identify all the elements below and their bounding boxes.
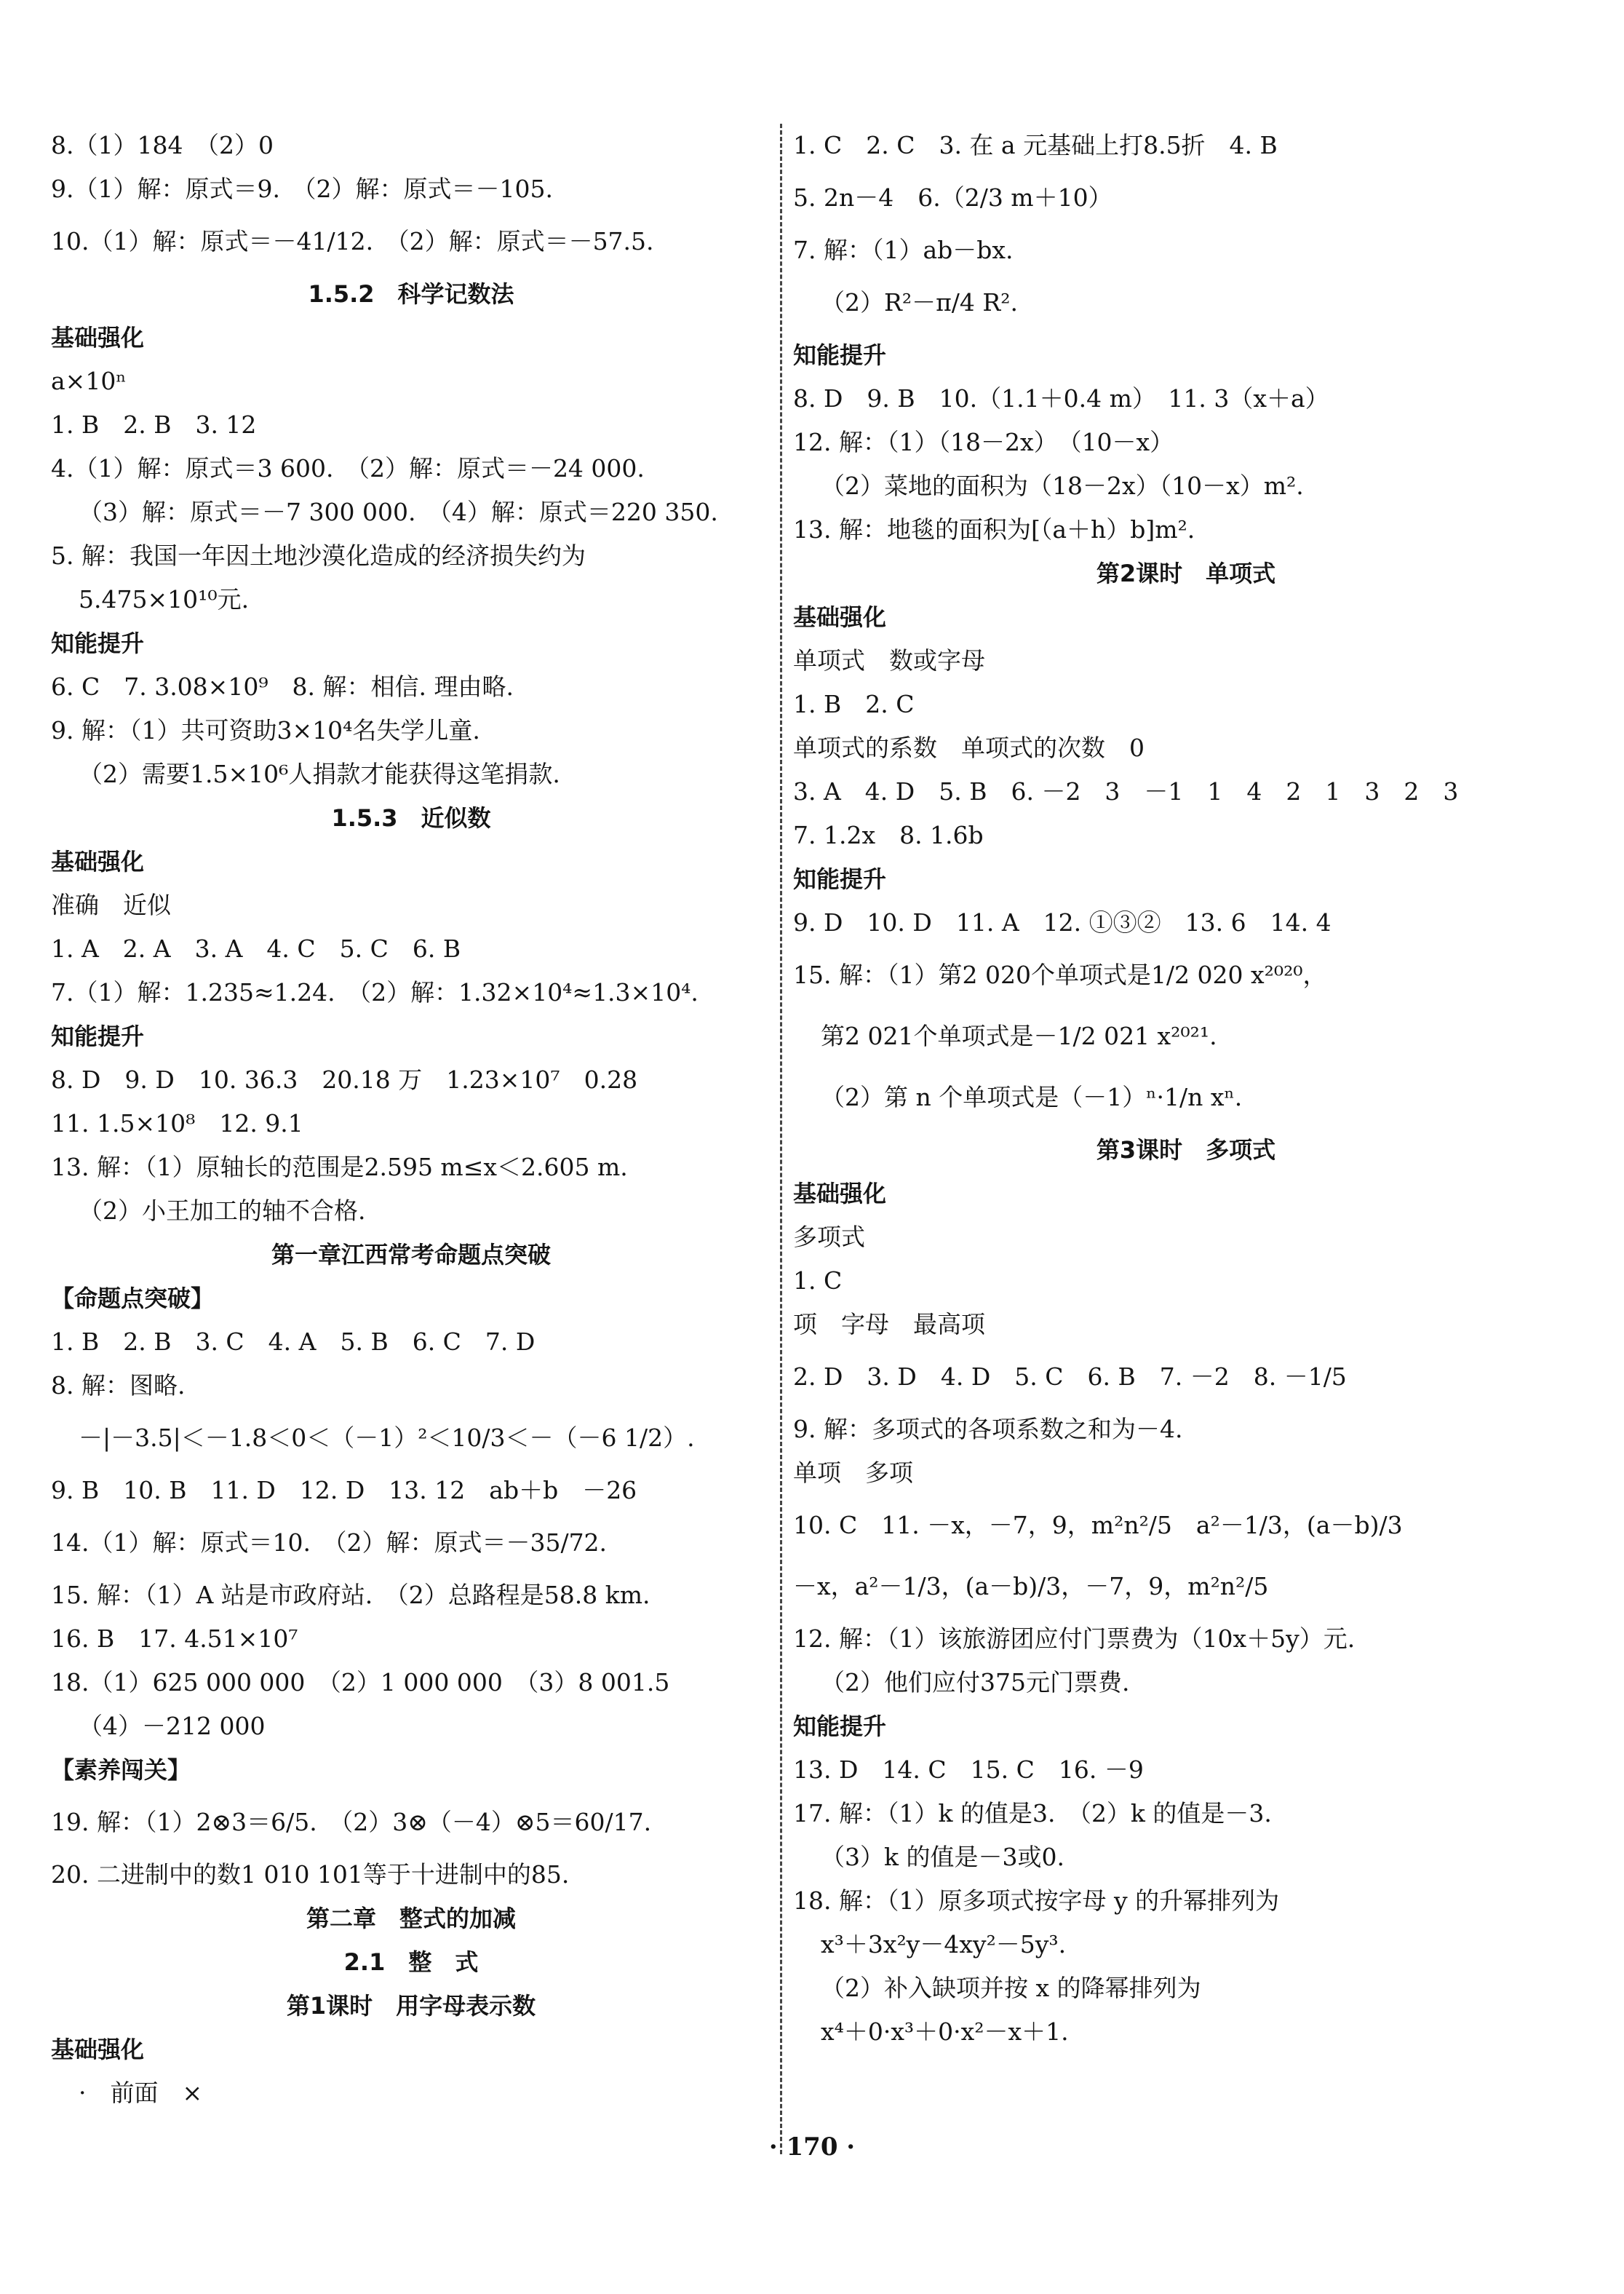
answer-line: 1. B 2. B 3. C 4. A 5. B 6. C 7. D xyxy=(51,1327,536,1356)
answer-line: 7. 解：（1）ab－bx. xyxy=(793,236,1014,264)
answer-line: 13. D 14. C 15. C 16. －9 xyxy=(793,1755,1144,1784)
answer-line: 单项式 数或字母 xyxy=(793,646,985,675)
answer-line: 5. 2n－4 6.（2/3 m＋10） xyxy=(793,183,1112,212)
answer-line: （4）－212 000 xyxy=(79,1712,266,1740)
answer-line: 14.（1）解：原式＝10. （2）解：原式＝－35/72. xyxy=(51,1528,608,1557)
section-label: 基础强化 xyxy=(793,603,887,631)
right-column xyxy=(793,124,1579,2054)
section-label: 知能提升 xyxy=(793,1712,887,1740)
section-label: 知能提升 xyxy=(51,630,145,657)
answer-line: 12. 解：（1）（18－2x） （10－x） xyxy=(793,428,1174,456)
answer-line: 16. B 17. 4.51×10⁷ xyxy=(51,1624,298,1653)
answer-line: 1. B 2. B 3. 12 xyxy=(51,410,257,439)
answer-line: 13. 解：（1）原轴长的范围是2.595 m≤x＜2.605 m. xyxy=(51,1153,628,1181)
answer-line: · 前面 × xyxy=(79,2079,203,2107)
answer-line: 9. 解：多项式的各项系数之和为－4. xyxy=(793,1415,1183,1443)
section-label: 知能提升 xyxy=(51,1023,145,1050)
section-label: 基础强化 xyxy=(51,324,145,352)
answer-line: 18. 解：（1）原多项式按字母 y 的升幂排列为 xyxy=(793,1886,1280,1915)
answer-line: （2）补入缺项并按 x 的降幂排列为 xyxy=(821,1974,1201,2002)
answer-line: x⁴＋0·x³＋0·x²－x＋1. xyxy=(821,2017,1069,2046)
answer-line: 项 字母 最高项 xyxy=(793,1310,985,1338)
left-column xyxy=(51,124,771,2115)
answer-line: 9. D 10. D 11. A 12. ①③② 13. 6 14. 4 xyxy=(793,908,1332,937)
answer-line: 19. 解：（1）2⊗3＝6/5. （2）3⊗（－4）⊗5＝60/17. xyxy=(51,1808,652,1836)
answer-line: 准确 近似 xyxy=(51,891,171,919)
section-title: 第一章江西常考命题点突破 xyxy=(271,1241,551,1269)
answer-line: 7.（1）解：1.235≈1.24. （2）解：1.32×10⁴≈1.3×10⁴. xyxy=(51,978,698,1007)
answer-line: 6. C 7. 3.08×10⁹ 8. 解：相信. 理由略. xyxy=(51,672,514,701)
answer-line: 7. 1.2x 8. 1.6b xyxy=(793,821,984,849)
answer-line: 9. 解：（1）共可资助3×10⁴名失学儿童. xyxy=(51,716,480,745)
answer-line: 20. 二进制中的数1 010 101等于十进制中的85. xyxy=(51,1860,570,1889)
section-label: 【素养闯关】 xyxy=(51,1756,191,1784)
answer-line: 13. 解：地毯的面积为[（a＋h）b]m². xyxy=(793,515,1195,544)
section-label: 基础强化 xyxy=(793,1180,887,1207)
section-title: 第3课时 多项式 xyxy=(1096,1136,1276,1164)
section-label: 基础强化 xyxy=(51,2036,145,2063)
answer-line: （3）解：原式＝－7 300 000. （4）解：原式＝220 350. xyxy=(79,498,718,526)
answer-line: 12. 解：（1）该旅游团应付门票费为（10x＋5y）元. xyxy=(793,1624,1356,1653)
answer-line: 18.（1）625 000 000 （2）1 000 000 （3）8 001.5 xyxy=(51,1668,670,1696)
answer-line: 8. 解：图略. xyxy=(51,1371,186,1400)
answer-line: （2）第 n 个单项式是（－1）ⁿ·1/n xⁿ. xyxy=(821,1083,1243,1111)
answer-line: 1. B 2. C xyxy=(793,690,915,718)
answer-line: 10.（1）解：原式＝－41/12. （2）解：原式＝－57.5. xyxy=(51,227,654,255)
answer-line: （2）他们应付375元门票费. xyxy=(821,1668,1130,1696)
answer-line: 9.（1）解：原式＝9. （2）解：原式＝－105. xyxy=(51,175,553,203)
section-label: 【命题点突破】 xyxy=(51,1285,215,1312)
section-title: 2.1 整 式 xyxy=(343,1948,479,1976)
answer-line: 1. A 2. A 3. A 4. C 5. C 6. B xyxy=(51,934,461,963)
section-label: 基础强化 xyxy=(51,848,145,876)
answer-line: 2. D 3. D 4. D 5. C 6. B 7. －2 8. －1/5 xyxy=(793,1362,1347,1391)
section-title: 1.5.2 科学记数法 xyxy=(308,280,514,308)
answer-line: －x，a²－1/3，(a－b)/3，－7，9，m²n²/5 xyxy=(793,1572,1269,1600)
section-title: 1.5.3 近似数 xyxy=(331,804,491,832)
answer-line: （2）菜地的面积为（18－2x）（10－x）m². xyxy=(821,472,1304,500)
answer-line: 单项式的系数 单项式的次数 0 xyxy=(793,734,1145,762)
answer-line: 4.（1）解：原式＝3 600. （2）解：原式＝－24 000. xyxy=(51,454,645,483)
answer-line: 5.475×10¹⁰元. xyxy=(79,585,250,614)
answer-line: 10. C 11. －x，－7，9，m²n²/5 a²－1/3，(a－b)/3 xyxy=(793,1511,1403,1539)
answer-line: （2）小王加工的轴不合格. xyxy=(79,1196,366,1225)
column-divider xyxy=(780,124,782,2154)
answer-line: 17. 解：（1）k 的值是3. （2）k 的值是－3. xyxy=(793,1799,1272,1827)
answer-line: 8. D 9. B 10.（1.1＋0.4 m） 11. 3（x＋a） xyxy=(793,384,1329,413)
answer-line: （3）k 的值是－3或0. xyxy=(821,1843,1064,1871)
answer-line: 15. 解：（1）第2 020个单项式是1/2 020 x²⁰²⁰， xyxy=(793,961,1327,989)
answer-line: （2）R²－π/4 R². xyxy=(821,288,1018,317)
answer-line: －|－3.5|＜－1.8＜0＜（－1）²＜10/3＜－（－6 1/2）. xyxy=(79,1424,695,1452)
answer-line: 3. A 4. D 5. B 6. －2 3 －1 1 4 2 1 3 2 3 xyxy=(793,777,1459,806)
answer-line: 5. 解：我国一年因土地沙漠化造成的经济损失约为 xyxy=(51,541,586,570)
answer-line: 11. 1.5×10⁸ 12. 9.1 xyxy=(51,1109,303,1138)
answer-line: 8.（1）184 （2）0 xyxy=(51,131,274,159)
answer-line: 多项式 xyxy=(793,1223,865,1251)
section-title: 第二章 整式的加减 xyxy=(306,1905,516,1932)
answer-line: x³＋3x²y－4xy²－5y³. xyxy=(821,1930,1067,1958)
section-label: 知能提升 xyxy=(793,341,887,369)
section-label: 知能提升 xyxy=(793,865,887,893)
answer-line: 1. C 2. C 3. 在 a 元基础上打8.5折 4. B xyxy=(793,131,1278,159)
answer-line: 第2 021个单项式是－1/2 021 x²⁰²¹. xyxy=(821,1022,1217,1050)
answer-line: 1. C xyxy=(793,1266,843,1295)
answer-line: 15. 解：（1）A 站是市政府站. （2）总路程是58.8 km. xyxy=(51,1581,650,1609)
answer-line: 9. B 10. B 11. D 12. D 13. 12 ab＋b －26 xyxy=(51,1476,637,1504)
page-number: · 170 · xyxy=(768,2132,856,2162)
answer-line: a×10ⁿ xyxy=(51,367,127,395)
answer-line: （2）需要1.5×10⁶人捐款才能获得这笔捐款. xyxy=(79,760,560,788)
answer-line: 8. D 9. D 10. 36.3 20.18 万 1.23×10⁷ 0.28 xyxy=(51,1065,638,1094)
section-title: 第2课时 单项式 xyxy=(1096,560,1276,587)
answer-line: 单项 多项 xyxy=(793,1458,913,1487)
section-title: 第1课时 用字母表示数 xyxy=(286,1992,536,2020)
